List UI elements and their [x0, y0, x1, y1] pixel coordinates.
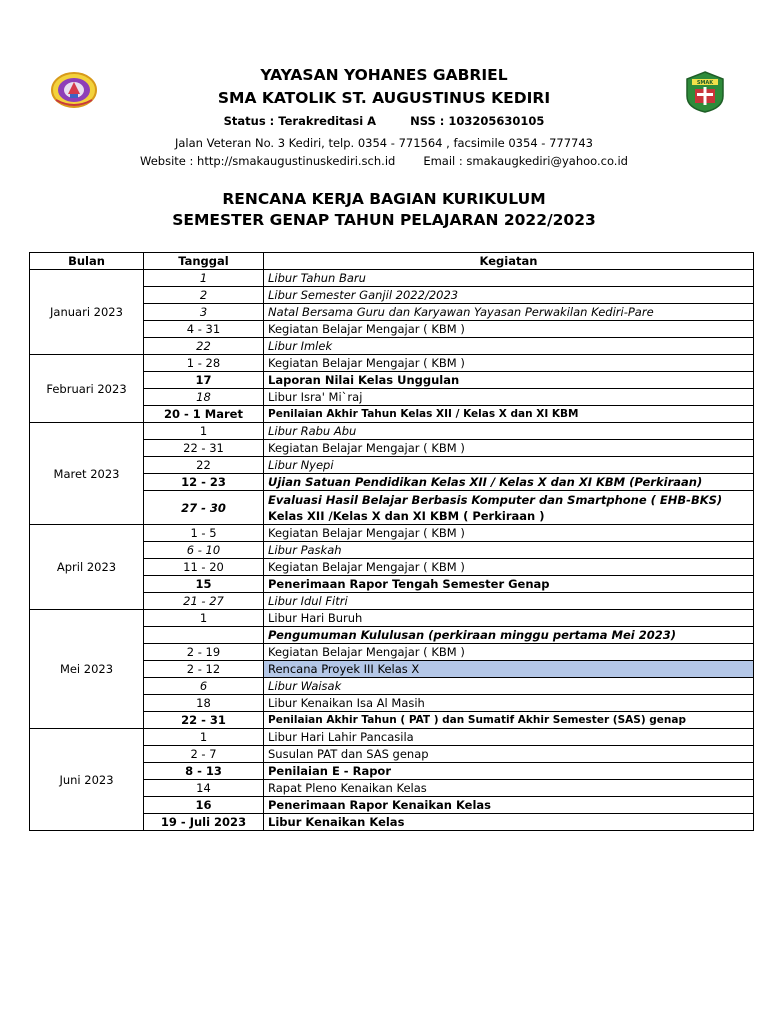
date-cell: 18 — [144, 695, 264, 712]
activity-cell: Penerimaan Rapor Kenaikan Kelas — [264, 797, 754, 814]
address-line: Jalan Veteran No. 3 Kediri, telp. 0354 - 771564 , facsimile 0354 - 777743 — [174, 136, 593, 150]
activity-cell: Libur Hari Lahir Pancasila — [264, 729, 754, 746]
date-cell: 6 — [144, 678, 264, 695]
table-row — [30, 610, 754, 627]
header-activity: Kegiatan — [264, 253, 754, 270]
date-cell: 8 - 13 — [144, 763, 264, 780]
document-subtitle: SEMESTER GENAP TAHUN PELAJARAN 2022/2023 — [172, 211, 596, 229]
activity-cell: Natal Bersama Guru dan Karyawan Yayasan Perwakilan Kediri-Pare — [264, 304, 754, 321]
date-cell: 1 — [144, 610, 264, 627]
activity-cell: Kegiatan Belajar Mengajar ( KBM ) — [264, 644, 754, 661]
accreditation-status: Status : Terakreditasi A — [223, 114, 377, 128]
month-cell: Juni 2023 — [30, 729, 144, 831]
month-cell: Februari 2023 — [30, 355, 144, 423]
date-cell: 3 — [144, 304, 264, 321]
date-cell: 1 - 5 — [144, 525, 264, 542]
svg-text:SMAK: SMAK — [696, 80, 714, 87]
activity-cell: Libur Waisak — [264, 678, 754, 695]
date-cell: 4 - 31 — [144, 321, 264, 338]
activity-cell: Penilaian Akhir Tahun Kelas XII / Kelas X dan XI KBM — [264, 406, 754, 423]
activity-cell: Libur Hari Buruh — [264, 610, 754, 627]
activity-cell: Penilaian Akhir Tahun ( PAT ) dan Sumatif Akhir Semester (SAS) genap — [264, 712, 754, 729]
email-text: Email : smakaugkediri@yahoo.co.id — [423, 154, 628, 168]
activity-cell: Penerimaan Rapor Tengah Semester Genap — [264, 576, 754, 593]
table-header-row — [30, 253, 754, 270]
activity-line: Kelas XII /Kelas X dan XI KBM ( Perkiraan ) — [268, 508, 545, 523]
date-cell: 2 - 7 — [144, 746, 264, 763]
table-row — [30, 270, 754, 287]
date-cell: 21 - 27 — [144, 593, 264, 610]
activity-cell: Penilaian E - Rapor — [264, 763, 754, 780]
header-month: Bulan — [30, 253, 144, 270]
document-title: RENCANA KERJA BAGIAN KURIKULUM — [222, 190, 546, 208]
date-cell: 19 - Juli 2023 — [144, 814, 264, 831]
nss-number: NSS : 103205630105 — [410, 114, 545, 128]
table-row — [30, 729, 754, 746]
activity-line: Evaluasi Hasil Belajar Berbasis Komputer dan Smartphone ( EHB-BKS) — [268, 492, 723, 507]
activity-cell: Laporan Nilai Kelas Unggulan — [264, 372, 754, 389]
date-cell: 17 — [144, 372, 264, 389]
activity-cell: Libur Isra' Mi`raj — [264, 389, 754, 406]
activity-cell: Susulan PAT dan SAS genap — [264, 746, 754, 763]
month-cell: Maret 2023 — [30, 423, 144, 525]
activity-cell: Kegiatan Belajar Mengajar ( KBM ) — [264, 440, 754, 457]
school-name: SMA KATOLIK ST. AUGUSTINUS KEDIRI — [217, 89, 551, 107]
activity-cell: Pengumuman Kululusan (perkiraan minggu pertama Mei 2023) — [264, 627, 754, 644]
date-cell: 27 - 30 — [144, 491, 264, 525]
date-cell: 2 - 12 — [144, 661, 264, 678]
schedule-table — [29, 252, 754, 831]
activity-cell: Kegiatan Belajar Mengajar ( KBM ) — [264, 355, 754, 372]
date-cell: 6 - 10 — [144, 542, 264, 559]
date-cell: 1 — [144, 270, 264, 287]
date-cell: 11 - 20 — [144, 559, 264, 576]
header-date: Tanggal — [144, 253, 264, 270]
date-cell: 16 — [144, 797, 264, 814]
activity-cell: Ujian Satuan Pendidikan Kelas XII / Kelas X dan XI KBM (Perkiraan) — [264, 474, 754, 491]
activity-cell: Rencana Proyek III Kelas X — [264, 661, 754, 678]
date-cell — [144, 627, 264, 644]
date-cell: 1 - 28 — [144, 355, 264, 372]
date-cell: 18 — [144, 389, 264, 406]
date-cell: 1 — [144, 423, 264, 440]
date-cell: 2 — [144, 287, 264, 304]
date-cell: 20 - 1 Maret — [144, 406, 264, 423]
month-cell: April 2023 — [30, 525, 144, 610]
foundation-name: YAYASAN YOHANES GABRIEL — [260, 66, 508, 84]
website-text: Website : http://smakaugustinuskediri.sch.id — [140, 154, 396, 168]
activity-cell: Libur Nyepi — [264, 457, 754, 474]
date-cell: 22 - 31 — [144, 440, 264, 457]
activity-cell: Libur Imlek — [264, 338, 754, 355]
activity-cell: Libur Tahun Baru — [264, 270, 754, 287]
table-row — [30, 525, 754, 542]
table-row — [30, 355, 754, 372]
date-cell: 12 - 23 — [144, 474, 264, 491]
activity-cell: Libur Paskah — [264, 542, 754, 559]
month-cell: Januari 2023 — [30, 270, 144, 355]
date-cell: 22 — [144, 457, 264, 474]
activity-cell: Libur Semester Ganjil 2022/2023 — [264, 287, 754, 304]
date-cell: 22 — [144, 338, 264, 355]
activity-cell: Kegiatan Belajar Mengajar ( KBM ) — [264, 525, 754, 542]
month-cell: Mei 2023 — [30, 610, 144, 729]
activity-cell: Kegiatan Belajar Mengajar ( KBM ) — [264, 559, 754, 576]
activity-cell: Libur Kenaikan Kelas — [264, 814, 754, 831]
date-cell: 1 — [144, 729, 264, 746]
activity-cell: Kegiatan Belajar Mengajar ( KBM ) — [264, 321, 754, 338]
date-cell: 15 — [144, 576, 264, 593]
date-cell: 14 — [144, 780, 264, 797]
activity-cell — [264, 491, 754, 525]
accreditation-line — [0, 114, 768, 128]
date-cell: 2 - 19 — [144, 644, 264, 661]
contact-line — [0, 154, 768, 168]
table-row — [30, 423, 754, 440]
activity-cell: Rapat Pleno Kenaikan Kelas — [264, 780, 754, 797]
activity-cell: Libur Kenaikan Isa Al Masih — [264, 695, 754, 712]
activity-cell: Libur Idul Fitri — [264, 593, 754, 610]
date-cell: 22 - 31 — [144, 712, 264, 729]
activity-cell: Libur Rabu Abu — [264, 423, 754, 440]
